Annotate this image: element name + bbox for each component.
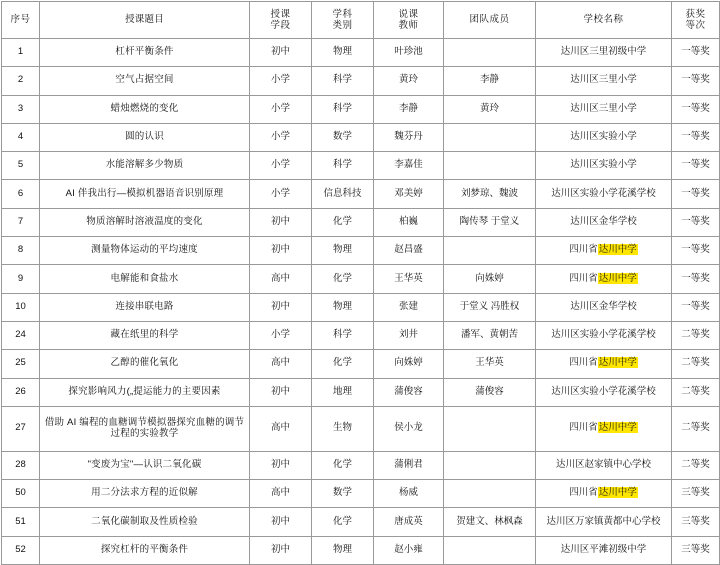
cell-title: 藏在纸里的科学 — [40, 321, 250, 349]
table-row — [2, 180, 720, 208]
cell-school: 达川区三里小学 — [536, 67, 672, 95]
cell-stage: 高中 — [250, 406, 312, 451]
cell-teacher: 杨威 — [374, 480, 444, 508]
cell-team — [444, 451, 536, 479]
cell-teacher: 张建 — [374, 293, 444, 321]
cell-team — [444, 39, 536, 67]
cell-award: 二等奖 — [672, 406, 720, 451]
cell-subject: 物理 — [312, 39, 374, 67]
cell-stage: 小学 — [250, 321, 312, 349]
cell-award: 二等奖 — [672, 378, 720, 406]
table-row — [2, 95, 720, 123]
cell-award: 一等奖 — [672, 67, 720, 95]
cell-team: 贺建文、林枫森 — [444, 508, 536, 536]
header-subject-line2: 类别 — [332, 20, 353, 31]
cell-award: 一等奖 — [672, 152, 720, 180]
cell-title: 物质溶解时溶液温度的变化 — [40, 208, 250, 236]
header-row — [2, 2, 720, 39]
cell-award: 三等奖 — [672, 536, 720, 564]
cell-subject: 化学 — [312, 350, 374, 378]
cell-school: 达川区万家镇黄都中心学校 — [536, 508, 672, 536]
cell-school: 达川区平滩初级中学 — [536, 536, 672, 564]
cell-school: 达川区实验小学 — [536, 123, 672, 151]
cell-team — [444, 406, 536, 451]
cell-award: 二等奖 — [672, 321, 720, 349]
cell-teacher: 李嘉佳 — [374, 152, 444, 180]
cell-stage: 小学 — [250, 152, 312, 180]
table-row — [2, 508, 720, 536]
table-row — [2, 152, 720, 180]
cell-title: 乙醇的催化氧化 — [40, 350, 250, 378]
cell-team — [444, 123, 536, 151]
cell-title: 探究影响风力(„提运能力的主要因素 — [40, 378, 250, 406]
cell-title: 探究杠杆的平衡条件 — [40, 536, 250, 564]
cell-school: 达川区实验小学花溪学校 — [536, 180, 672, 208]
cell-stage: 高中 — [250, 350, 312, 378]
cell-award: 二等奖 — [672, 350, 720, 378]
table-row — [2, 321, 720, 349]
cell-team: 潘军、黄朝苦 — [444, 321, 536, 349]
cell-subject: 科学 — [312, 321, 374, 349]
cell-title: 蜡烛燃烧的变化 — [40, 95, 250, 123]
cell-team — [444, 480, 536, 508]
school-highlight: 达川中学 — [598, 357, 637, 369]
cell-no: 4 — [2, 123, 40, 151]
header-cell-team: 团队成员 — [444, 2, 536, 39]
cell-teacher: 黄玲 — [374, 67, 444, 95]
cell-stage: 初中 — [250, 39, 312, 67]
cell-subject: 物理 — [312, 293, 374, 321]
cell-title: AI 伴我出行—模拟机器语音识别原理 — [40, 180, 250, 208]
cell-stage: 小学 — [250, 180, 312, 208]
cell-award: 一等奖 — [672, 293, 720, 321]
cell-no: 6 — [2, 180, 40, 208]
table-row — [2, 123, 720, 151]
cell-no: 50 — [2, 480, 40, 508]
cell-school: 四川省达川中学 — [536, 237, 672, 265]
cell-subject: 科学 — [312, 95, 374, 123]
header-cell-award — [672, 2, 720, 39]
cell-teacher: 魏芬丹 — [374, 123, 444, 151]
cell-school: 达川区金华学校 — [536, 293, 672, 321]
cell-team: 李静 — [444, 67, 536, 95]
cell-school: 达川区三里初级中学 — [536, 39, 672, 67]
cell-title: 杠杆平衡条件 — [40, 39, 250, 67]
cell-team: 于堂义 冯胜权 — [444, 293, 536, 321]
cell-subject: 生物 — [312, 406, 374, 451]
cell-title: 电解能和食盐水 — [40, 265, 250, 293]
school-highlight: 达川中学 — [598, 487, 637, 499]
cell-teacher: 赵昌盛 — [374, 237, 444, 265]
cell-subject: 数学 — [312, 123, 374, 151]
cell-teacher: 叶珍池 — [374, 39, 444, 67]
cell-stage: 小学 — [250, 95, 312, 123]
table-row — [2, 536, 720, 564]
cell-title: 测量物体运动的平均速度 — [40, 237, 250, 265]
cell-subject: 地理 — [312, 378, 374, 406]
header-cell-title: 授课题目 — [40, 2, 250, 39]
school-highlight: 达川中学 — [598, 244, 637, 256]
cell-no: 7 — [2, 208, 40, 236]
cell-award: 一等奖 — [672, 265, 720, 293]
cell-stage: 初中 — [250, 508, 312, 536]
cell-no: 2 — [2, 67, 40, 95]
school-highlight: 达川中学 — [598, 422, 637, 434]
cell-subject: 数学 — [312, 480, 374, 508]
cell-school: 四川省达川中学 — [536, 480, 672, 508]
cell-title: 圆的认识 — [40, 123, 250, 151]
cell-no: 25 — [2, 350, 40, 378]
header-cell-subject — [312, 2, 374, 39]
cell-no: 3 — [2, 95, 40, 123]
cell-stage: 初中 — [250, 451, 312, 479]
cell-stage: 小学 — [250, 67, 312, 95]
cell-stage: 初中 — [250, 293, 312, 321]
cell-team — [444, 237, 536, 265]
cell-teacher: 赵小雍 — [374, 536, 444, 564]
school-highlight: 达川中学 — [598, 272, 637, 284]
cell-team: 王华英 — [444, 350, 536, 378]
cell-school: 四川省达川中学 — [536, 265, 672, 293]
cell-school: 四川省达川中学 — [536, 406, 672, 451]
header-cell-stage — [250, 2, 312, 39]
cell-title: 水能溶解多少物质 — [40, 152, 250, 180]
award-results-table — [1, 1, 720, 565]
cell-no: 8 — [2, 237, 40, 265]
cell-award: 一等奖 — [672, 39, 720, 67]
cell-no: 27 — [2, 406, 40, 451]
cell-teacher: 向姝婷 — [374, 350, 444, 378]
cell-no: 28 — [2, 451, 40, 479]
cell-no: 52 — [2, 536, 40, 564]
table-row — [2, 350, 720, 378]
header-subject-line1: 学科 — [332, 8, 353, 20]
cell-no: 1 — [2, 39, 40, 67]
cell-team — [444, 152, 536, 180]
cell-award: 一等奖 — [672, 208, 720, 236]
table-row — [2, 378, 720, 406]
header-award-line2: 等次 — [685, 20, 706, 31]
cell-award: 一等奖 — [672, 123, 720, 151]
cell-team: 陶传琴 于堂义 — [444, 208, 536, 236]
table-header — [2, 2, 720, 39]
cell-stage: 初中 — [250, 237, 312, 265]
cell-award: 一等奖 — [672, 95, 720, 123]
header-cell-no: 序号 — [2, 2, 40, 39]
cell-team — [444, 536, 536, 564]
cell-no: 24 — [2, 321, 40, 349]
table-row — [2, 265, 720, 293]
cell-no: 9 — [2, 265, 40, 293]
cell-teacher: 蒲俊容 — [374, 378, 444, 406]
header-award-line1: 获奖 — [685, 8, 706, 20]
cell-teacher: 唐成英 — [374, 508, 444, 536]
cell-teacher: 侯小龙 — [374, 406, 444, 451]
cell-team: 蒲俊容 — [444, 378, 536, 406]
cell-school: 达川区实验小学花溪学校 — [536, 321, 672, 349]
table-body — [2, 39, 720, 565]
cell-school: 达川区赵家镇中心学校 — [536, 451, 672, 479]
cell-subject: 信息科技 — [312, 180, 374, 208]
cell-teacher: 李静 — [374, 95, 444, 123]
header-stage-line2: 学段 — [270, 20, 291, 31]
cell-team: 刘梦琼、魏波 — [444, 180, 536, 208]
cell-award: 一等奖 — [672, 180, 720, 208]
cell-no: 10 — [2, 293, 40, 321]
cell-award: 三等奖 — [672, 508, 720, 536]
cell-title: 空气占据空间 — [40, 67, 250, 95]
cell-subject: 科学 — [312, 67, 374, 95]
cell-title: "变废为宝"—认识二氧化碳 — [40, 451, 250, 479]
header-stage-line1: 授课 — [270, 8, 291, 20]
cell-award: 三等奖 — [672, 480, 720, 508]
table-row — [2, 67, 720, 95]
cell-stage: 初中 — [250, 536, 312, 564]
cell-subject: 物理 — [312, 237, 374, 265]
table-row — [2, 208, 720, 236]
cell-subject: 科学 — [312, 152, 374, 180]
cell-no: 51 — [2, 508, 40, 536]
cell-school: 四川省达川中学 — [536, 350, 672, 378]
cell-subject: 物理 — [312, 536, 374, 564]
cell-no: 26 — [2, 378, 40, 406]
cell-stage: 高中 — [250, 480, 312, 508]
table-row — [2, 451, 720, 479]
cell-teacher: 王华英 — [374, 265, 444, 293]
header-teacher-line2: 教师 — [398, 20, 419, 31]
cell-title: 用二分法求方程的近似解 — [40, 480, 250, 508]
cell-stage: 小学 — [250, 123, 312, 151]
results-table-sheet — [0, 1, 720, 555]
table-row — [2, 237, 720, 265]
cell-stage: 初中 — [250, 208, 312, 236]
cell-stage: 初中 — [250, 378, 312, 406]
cell-school: 达川区金华学校 — [536, 208, 672, 236]
cell-team: 黄玲 — [444, 95, 536, 123]
cell-teacher: 蒲俐君 — [374, 451, 444, 479]
header-teacher-line1: 说课 — [398, 8, 419, 20]
header-cell-teacher — [374, 2, 444, 39]
cell-teacher: 刘井 — [374, 321, 444, 349]
cell-teacher: 柏巍 — [374, 208, 444, 236]
cell-title: 二氧化碳制取及性质检验 — [40, 508, 250, 536]
cell-no: 5 — [2, 152, 40, 180]
cell-school: 达川区实验小学 — [536, 152, 672, 180]
cell-title: 连接串联电路 — [40, 293, 250, 321]
cell-award: 二等奖 — [672, 451, 720, 479]
cell-award: 一等奖 — [672, 237, 720, 265]
cell-subject: 化学 — [312, 265, 374, 293]
table-row — [2, 406, 720, 451]
cell-stage: 高中 — [250, 265, 312, 293]
cell-subject: 化学 — [312, 208, 374, 236]
cell-subject: 化学 — [312, 508, 374, 536]
cell-teacher: 邓美婷 — [374, 180, 444, 208]
table-row — [2, 480, 720, 508]
table-row — [2, 39, 720, 67]
table-row — [2, 293, 720, 321]
cell-school: 达川区三里小学 — [536, 95, 672, 123]
cell-team: 向姝婷 — [444, 265, 536, 293]
header-cell-school: 学校名称 — [536, 2, 672, 39]
cell-school: 达川区实验小学花溪学校 — [536, 378, 672, 406]
cell-title: 借助 AI 编程的血糖调节模拟器探究血糖的调节过程的实验教学 — [40, 406, 250, 451]
cell-subject: 化学 — [312, 451, 374, 479]
